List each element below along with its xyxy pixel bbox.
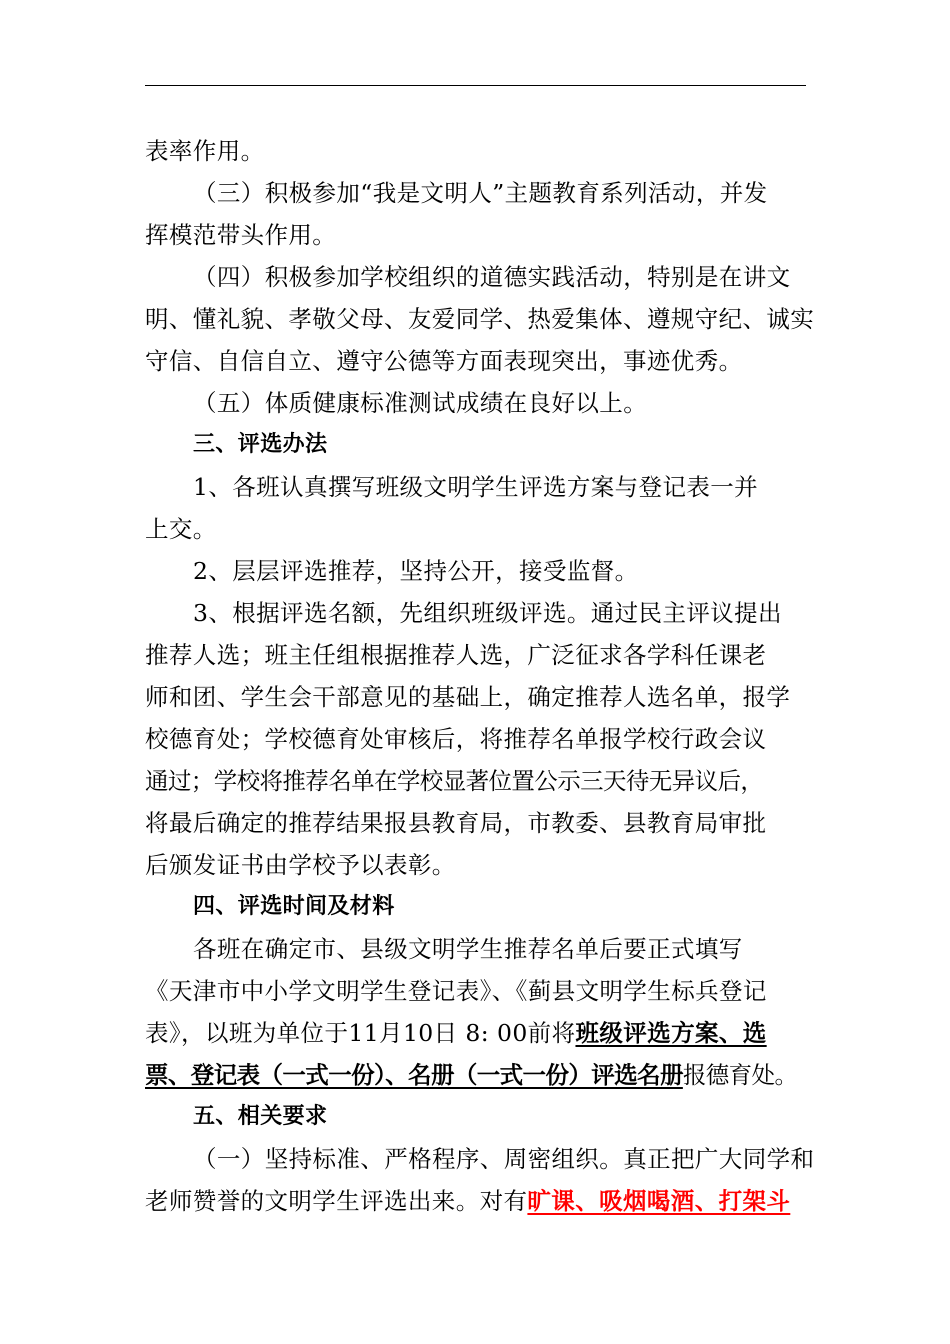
warning-text: 旷课、吸烟喝酒、打架斗 (527, 1187, 791, 1215)
text-line: 1、各班认真撰写班级文明学生评选方案与登记表一并 (193, 473, 759, 501)
text-line: （五）体质健康标准测试成绩在良好以上。 (193, 389, 648, 417)
emphasis-text: 票、登记表（一式一份）、名册（一式一份）评选名册 (145, 1061, 683, 1089)
text-line: 师和团、学生会干部意见的基础上，确定推荐人选名单，报学 (145, 683, 791, 711)
text-line (145, 1179, 815, 1223)
text-line (145, 1053, 815, 1097)
text-line: 将最后确定的推荐结果报县教育局，市教委、县教育局审批 (145, 809, 767, 837)
text-line: 上交。 (145, 515, 217, 543)
header-rule (145, 85, 806, 86)
text-line: （三）积极参加“我是文明人”主题教育系列活动，并发 (193, 179, 768, 207)
text-line: 3、根据评选名额，先组织班级评选。通过民主评议提出 (193, 599, 782, 627)
text-line (145, 1011, 815, 1055)
text-run: 报德育处。 (682, 1061, 798, 1089)
section-heading: 四、评选时间及材料 (193, 894, 395, 919)
emphasis-text: 班级评选方案、选 (575, 1019, 767, 1047)
text-line: 《天津市中小学文明学生登记表》、《蓟县文明学生标兵登记 (145, 977, 767, 1005)
text-line: 推荐人选；班主任组根据推荐人选，广泛征求各学科任课老 (145, 641, 767, 669)
text-line: （四）积极参加学校组织的道德实践活动，特别是在讲文 (193, 263, 791, 291)
text-line: 2、层层评选推荐，坚持公开，接受监督。 (193, 557, 639, 585)
text-line: 通过；学校将推荐名单在学校显著位置公示三天待无异议后， (145, 767, 764, 795)
text-line: 各班在确定市、县级文明学生推荐名单后要正式填写 (193, 935, 743, 963)
text-run: 表》，以班为单位于11月10日 8: 00前将 (145, 1019, 576, 1047)
text-line: 后颁发证书由学校予以表彰。 (145, 851, 456, 879)
text-run: 老师赞誉的文明学生评选出来。对有 (145, 1187, 528, 1215)
section-heading: 三、评选办法 (193, 432, 328, 457)
section-heading: 五、相关要求 (193, 1104, 328, 1129)
text-line: 校德育处；学校德育处审核后，将推荐名单报学校行政会议 (145, 725, 767, 753)
text-line: 表率作用。 (145, 137, 265, 165)
text-line: 守信、自信自立、遵守公德等方面表现突出，事迹优秀。 (145, 347, 743, 375)
text-line: 挥模范带头作用。 (145, 221, 337, 249)
text-line: 明、懂礼貌、孝敬父母、友爱同学、热爱集体、遵规守纪、诚实 (145, 305, 815, 333)
text-line: （一）坚持标准、严格程序、周密组织。真正把广大同学和 (193, 1145, 815, 1173)
